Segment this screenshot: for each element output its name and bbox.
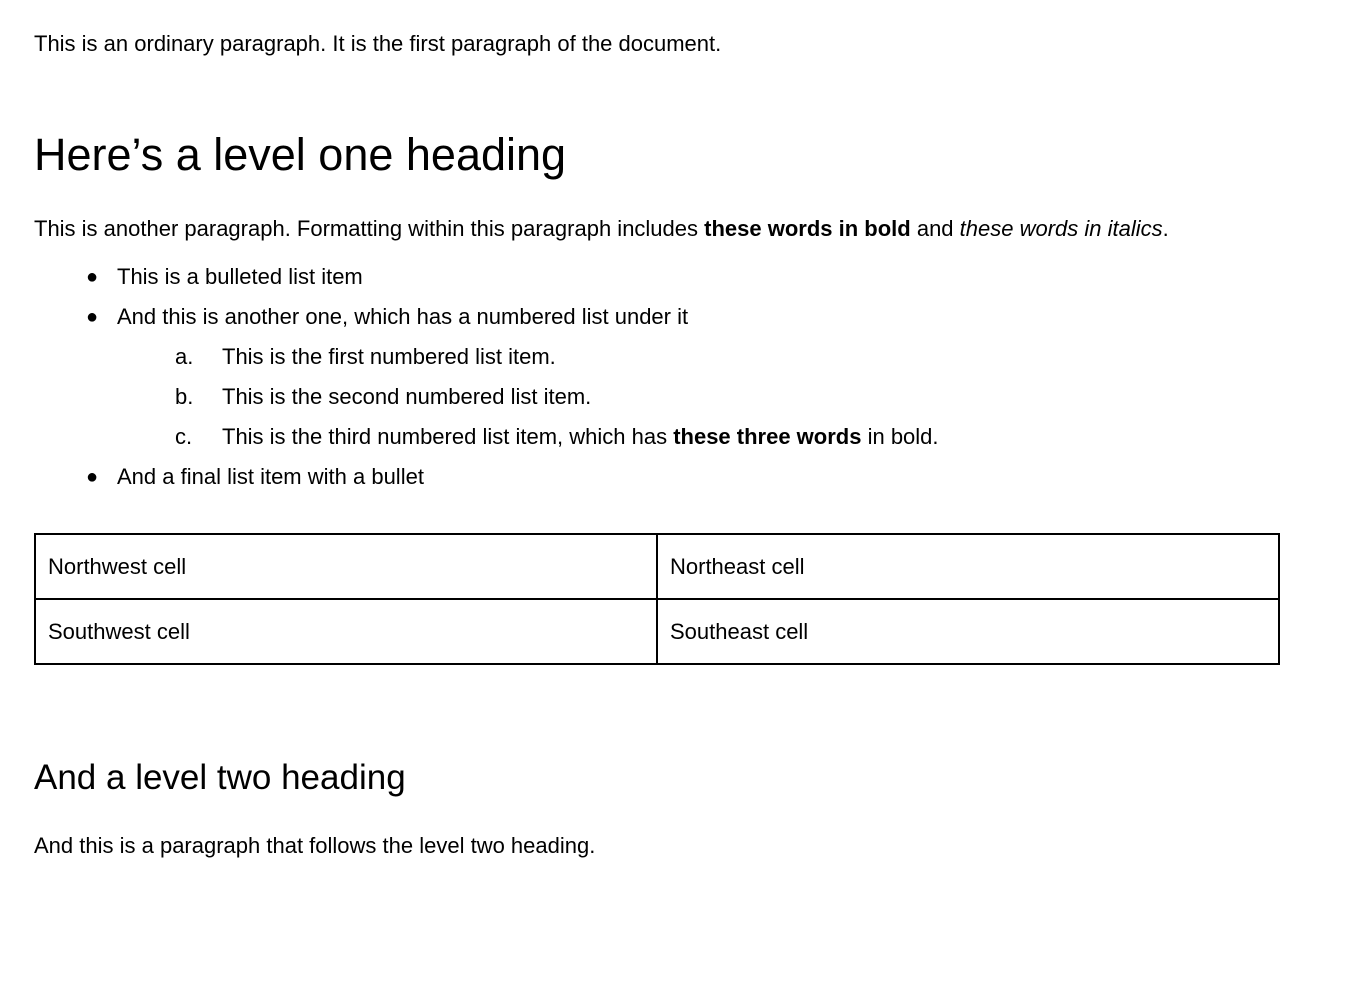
bold-text-run: these words in bold (704, 216, 911, 241)
italic-text-run: these words in italics (959, 216, 1163, 241)
paragraph-formatting (34, 209, 1256, 249)
bullet-list-item (34, 297, 1256, 337)
numbered-list-item (34, 417, 1256, 457)
heading-level-2: And a level two heading (34, 758, 406, 797)
numbered-list-item (34, 337, 1256, 377)
list-item-text: This is the second numbered list item. (222, 384, 592, 409)
text-run: This is another paragraph. Formatting within this paragraph includes (34, 216, 705, 241)
list-letter-marker: c. (175, 424, 193, 449)
heading-level-1: Here’s a level one heading (34, 129, 567, 180)
table-cell-northwest: Northwest cell (35, 534, 657, 599)
table-cell-southwest: Southwest cell (35, 599, 657, 664)
text-run: . (1162, 216, 1169, 241)
table-cell-northeast: Northeast cell (657, 534, 1279, 599)
bullet-list-item (34, 457, 1256, 497)
bullet-icon: ● (86, 266, 99, 288)
bold-text-run: these three words (673, 424, 862, 449)
bulleted-list (34, 257, 1256, 497)
text-run: in bold. (861, 424, 939, 449)
list-item-text: This is the first numbered list item. (222, 344, 556, 369)
text-run: and (910, 216, 960, 241)
list-letter-marker: b. (175, 384, 194, 409)
bullet-icon: ● (86, 466, 99, 488)
paragraph-after-h2: And this is a paragraph that follows the level two heading. (34, 833, 596, 858)
two-by-two-table (34, 533, 1280, 665)
table-row (35, 534, 1279, 599)
table-cell-southeast: Southeast cell (657, 599, 1279, 664)
paragraph-first: This is an ordinary paragraph. It is the first paragraph of the document. (34, 31, 722, 56)
bullet-list-item (34, 257, 1256, 297)
list-letter-marker: a. (175, 344, 194, 369)
bullet-icon: ● (86, 306, 99, 328)
table-row (35, 599, 1279, 664)
text-run: This is the third numbered list item, which has (222, 424, 674, 449)
list-item-text (222, 417, 939, 457)
list-item-text: And a final list item with a bullet (117, 464, 424, 489)
list-item-text: This is a bulleted list item (117, 264, 363, 289)
numbered-list-item (34, 377, 1256, 417)
list-item-text: And this is another one, which has a numbered list under it (117, 304, 689, 329)
